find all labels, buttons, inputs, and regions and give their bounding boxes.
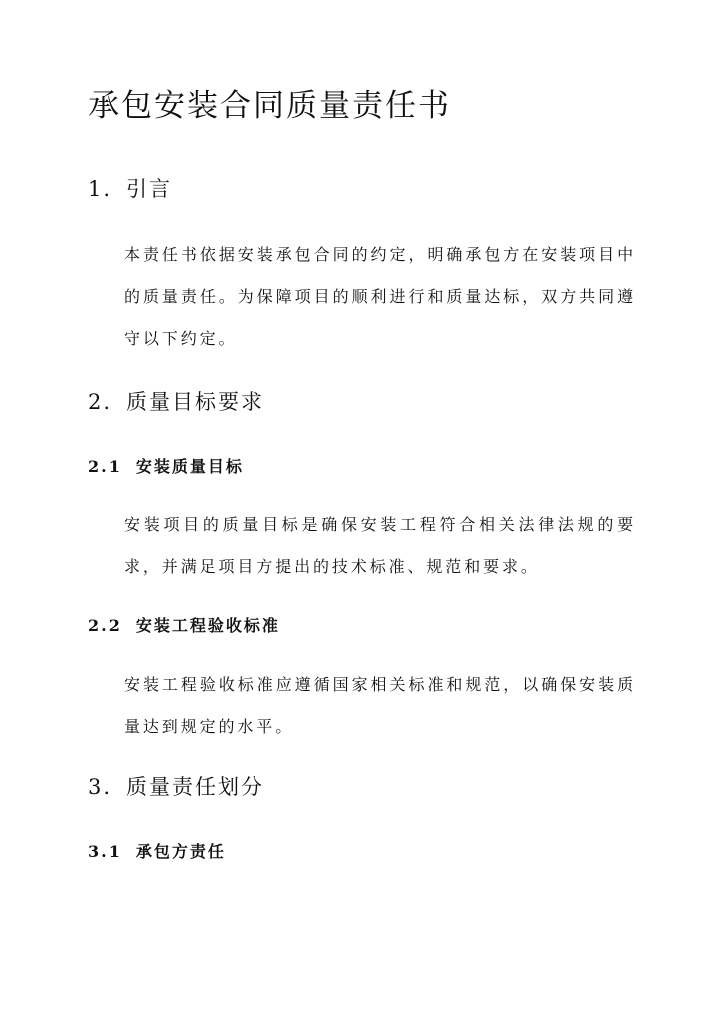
subsection-2-2-paragraph	[88, 664, 636, 748]
subsection-title: 安装工程验收标准	[135, 616, 280, 635]
document-title: 承包安装合同质量责任书	[88, 88, 451, 124]
section-2-heading	[88, 387, 264, 417]
subsection-2-1-paragraph	[88, 504, 636, 588]
subsection-3-1-heading	[88, 840, 226, 864]
section-1-paragraph	[88, 234, 636, 360]
section-number: 1.	[88, 177, 113, 201]
subsection-number: 2.1	[88, 457, 122, 476]
section-number: 3.	[88, 775, 113, 799]
subsection-title: 承包方责任	[135, 842, 226, 861]
paragraph-text: 安装工程验收标准应遵循国家相关标准和规范，以确保安装质量达到规定的水平。	[124, 675, 636, 736]
subsection-2-1-heading	[88, 455, 244, 479]
paragraph-text: 本责任书依据安装承包合同的约定，明确承包方在安装项目中的质量责任。为保障项目的顺利进行和质量达标，双方共同遵守以下约定。	[124, 245, 636, 348]
section-1-heading	[88, 174, 172, 204]
paragraph-text: 安装项目的质量目标是确保安装工程符合相关法律法规的要求，并满足项目方提出的技术标准、规范和要求。	[124, 515, 636, 576]
section-title: 质量责任划分	[126, 775, 265, 799]
section-title: 引言	[126, 177, 173, 201]
section-number: 2.	[88, 390, 113, 414]
subsection-title: 安装质量目标	[135, 457, 244, 476]
section-3-heading	[88, 772, 264, 802]
subsection-2-2-heading	[88, 614, 280, 638]
subsection-number: 2.2	[88, 616, 122, 635]
section-title: 质量目标要求	[126, 390, 265, 414]
subsection-number: 3.1	[88, 842, 122, 861]
